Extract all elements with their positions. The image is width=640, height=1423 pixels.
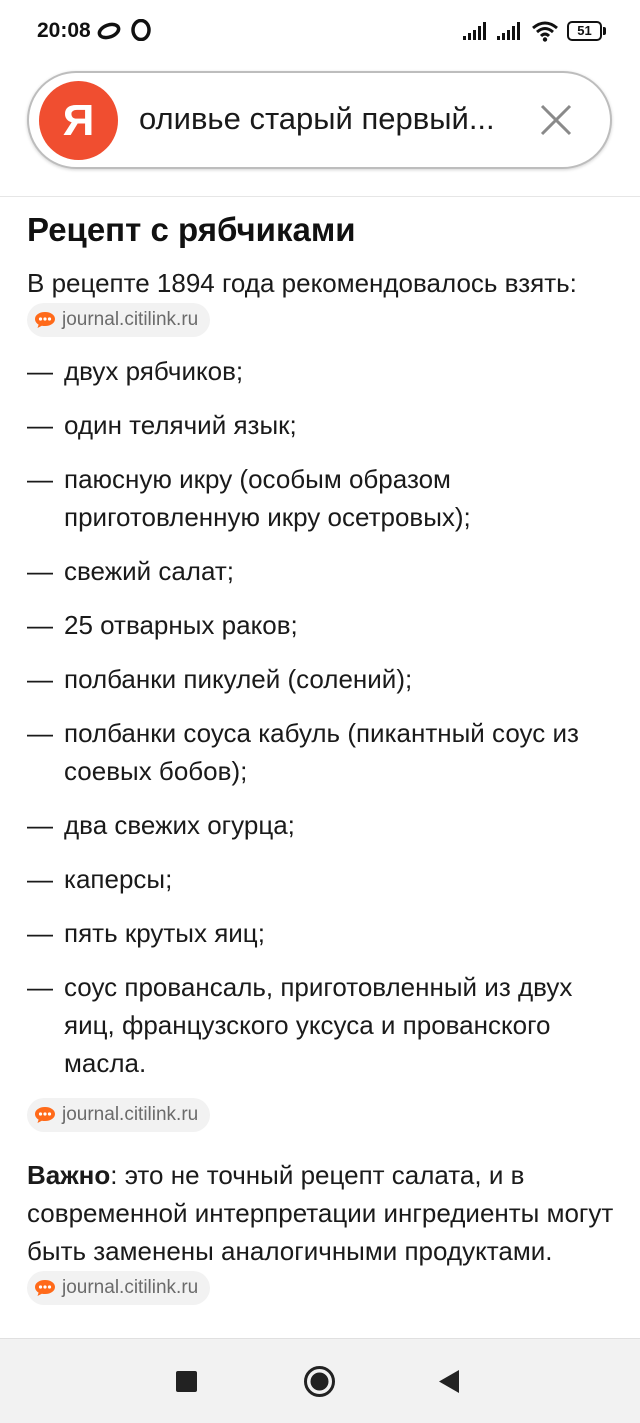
ingredient-text: паюсную икру (особым образом приготовленную икру осетровых); xyxy=(64,464,471,533)
ingredient-item xyxy=(27,352,617,390)
home-icon[interactable] xyxy=(303,1365,336,1398)
ingredient-text: свежий салат; xyxy=(64,556,235,587)
ingredient-item xyxy=(27,606,617,644)
wifi-icon xyxy=(531,20,559,42)
source-domain: journal.citilink.ru xyxy=(62,1104,199,1126)
signal-icon xyxy=(497,22,523,40)
list-dash: — xyxy=(27,410,53,441)
ingredient-item xyxy=(27,460,617,536)
list-dash: — xyxy=(27,810,53,841)
recent-apps-icon[interactable] xyxy=(176,1371,197,1392)
source-link[interactable] xyxy=(27,1098,210,1132)
loop-icon xyxy=(97,22,121,40)
important-label: Важно xyxy=(27,1160,111,1191)
ingredient-item xyxy=(27,552,617,590)
ingredient-text: один телячий язык; xyxy=(64,410,297,441)
source-link[interactable] xyxy=(27,303,210,337)
ingredient-text: 25 отварных раков; xyxy=(64,610,298,641)
ingredient-text: два свежих огурца; xyxy=(64,810,295,841)
source-link[interactable] xyxy=(27,1271,210,1305)
list-dash: — xyxy=(27,864,53,895)
list-dash: — xyxy=(27,556,53,587)
list-source xyxy=(27,1098,617,1132)
list-dash: — xyxy=(27,464,53,495)
opera-icon xyxy=(131,19,151,41)
search-input[interactable]: оливье старый первый... xyxy=(139,101,495,136)
yandex-logo-letter: Я xyxy=(62,95,95,145)
list-dash: — xyxy=(27,718,53,749)
yandex-logo[interactable] xyxy=(39,81,118,160)
list-dash: — xyxy=(27,356,53,387)
ingredient-item xyxy=(27,860,617,898)
source-domain: journal.citilink.ru xyxy=(62,309,199,331)
chat-bubble-icon xyxy=(34,311,56,329)
intro-text: В рецепте 1894 года рекомендовалось взять: xyxy=(27,268,577,298)
close-icon[interactable] xyxy=(534,98,578,142)
header-divider xyxy=(0,196,640,197)
ingredient-list xyxy=(27,352,617,1082)
intro-paragraph xyxy=(27,264,617,340)
system-nav-bar xyxy=(0,1338,640,1423)
chat-bubble-icon xyxy=(34,1106,56,1124)
source-domain: journal.citilink.ru xyxy=(62,1277,199,1299)
battery-level: 51 xyxy=(567,21,602,41)
list-dash: — xyxy=(27,610,53,641)
chat-bubble-icon xyxy=(34,1279,56,1297)
answer-title: Рецепт с рябчиками xyxy=(27,211,356,248)
ingredient-text: пять крутых яиц; xyxy=(64,918,265,949)
list-dash: — xyxy=(27,972,53,1003)
ingredient-text: соус провансаль, приготовленный из двух яиц, французского уксуса и прованского масла. xyxy=(64,972,573,1079)
ingredient-item xyxy=(27,660,617,698)
important-text: : это не точный рецепт салата, и в современной интерпретации ингредиенты могут быть заменены аналогичными продуктами. xyxy=(27,1160,614,1267)
ingredient-item xyxy=(27,806,617,844)
ingredient-text: двух рябчиков; xyxy=(64,356,244,387)
search-bar[interactable] xyxy=(27,71,612,169)
list-dash: — xyxy=(27,918,53,949)
answer-content xyxy=(27,208,617,1308)
battery-icon xyxy=(567,21,607,41)
list-dash: — xyxy=(27,664,53,695)
ingredient-item xyxy=(27,968,617,1082)
ingredient-text: каперсы; xyxy=(64,864,173,895)
back-icon[interactable] xyxy=(438,1369,460,1394)
important-paragraph xyxy=(27,1156,617,1308)
ingredient-item xyxy=(27,714,617,790)
ingredient-item xyxy=(27,406,617,444)
ingredient-text: полбанки пикулей (солений); xyxy=(64,664,413,695)
ingredient-item xyxy=(27,914,617,952)
signal-icon xyxy=(463,22,489,40)
ingredient-text: полбанки соуса кабуль (пикантный соус из соевых бобов); xyxy=(64,718,579,787)
status-bar xyxy=(0,0,640,62)
status-time: 20:08 xyxy=(37,19,91,42)
